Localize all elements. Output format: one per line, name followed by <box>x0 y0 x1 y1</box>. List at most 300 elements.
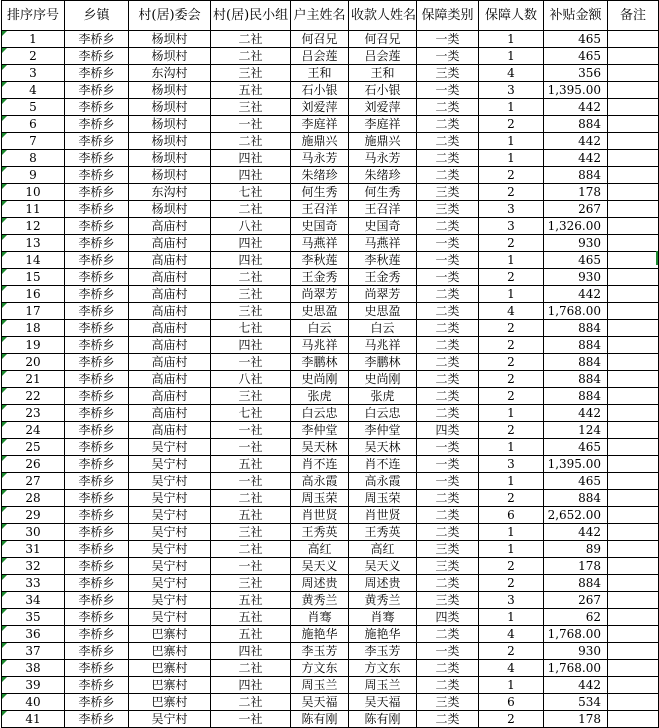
col-category-cell[interactable]: 一类 <box>417 473 479 490</box>
col-persons-cell[interactable]: 1 <box>479 541 544 558</box>
col-payee-cell[interactable]: 高红 <box>349 541 417 558</box>
col-village-cell[interactable]: 东沟村 <box>129 184 211 201</box>
col-town-cell[interactable]: 李桥乡 <box>65 31 129 48</box>
col-category-cell[interactable]: 二类 <box>417 405 479 422</box>
col-amount-cell[interactable]: 884 <box>544 116 608 133</box>
col-seq-cell[interactable]: 28 <box>2 490 65 507</box>
col-householder-cell[interactable]: 黄秀兰 <box>291 592 349 609</box>
col-town-cell[interactable]: 李桥乡 <box>65 490 129 507</box>
col-seq-cell[interactable]: 12 <box>2 218 65 235</box>
col-payee-cell[interactable]: 马燕祥 <box>349 235 417 252</box>
col-seq-cell[interactable]: 24 <box>2 422 65 439</box>
col-persons-cell[interactable]: 1 <box>479 609 544 626</box>
col-payee-cell[interactable]: 李庭祥 <box>349 116 417 133</box>
col-remark-cell[interactable] <box>608 218 659 235</box>
col-village-cell[interactable]: 杨坝村 <box>129 133 211 150</box>
col-householder-cell[interactable]: 何召兄 <box>291 31 349 48</box>
col-group-cell[interactable]: 二社 <box>211 133 291 150</box>
col-persons-cell[interactable]: 2 <box>479 422 544 439</box>
col-seq-cell[interactable]: 21 <box>2 371 65 388</box>
col-town-cell[interactable]: 李桥乡 <box>65 422 129 439</box>
col-householder-cell[interactable]: 施鼎兴 <box>291 133 349 150</box>
col-seq-cell[interactable]: 39 <box>2 677 65 694</box>
col-payee-cell[interactable]: 王召洋 <box>349 201 417 218</box>
col-amount-cell[interactable]: 178 <box>544 711 608 728</box>
col-village-cell[interactable]: 杨坝村 <box>129 82 211 99</box>
col-village-cell[interactable]: 吴宁村 <box>129 439 211 456</box>
col-householder-cell[interactable]: 周述贵 <box>291 575 349 592</box>
col-remark-cell[interactable] <box>608 31 659 48</box>
col-group-cell[interactable]: 二社 <box>211 201 291 218</box>
col-amount-cell[interactable]: 884 <box>544 337 608 354</box>
col-seq-cell[interactable]: 22 <box>2 388 65 405</box>
col-persons-cell[interactable]: 2 <box>479 116 544 133</box>
col-seq-cell[interactable]: 10 <box>2 184 65 201</box>
col-amount-cell[interactable]: 442 <box>544 99 608 116</box>
col-seq-cell[interactable]: 3 <box>2 65 65 82</box>
col-seq-cell[interactable]: 35 <box>2 609 65 626</box>
col-town-cell[interactable]: 李桥乡 <box>65 643 129 660</box>
col-category-cell[interactable]: 二类 <box>417 507 479 524</box>
col-payee-cell[interactable]: 马永芳 <box>349 150 417 167</box>
col-category-cell[interactable]: 二类 <box>417 711 479 728</box>
col-remark-cell[interactable] <box>608 269 659 286</box>
col-amount-cell[interactable]: 89 <box>544 541 608 558</box>
col-remark-cell[interactable] <box>608 507 659 524</box>
col-town-cell[interactable]: 李桥乡 <box>65 558 129 575</box>
col-payee-cell[interactable]: 肖骞 <box>349 609 417 626</box>
col-group-cell[interactable]: 四社 <box>211 643 291 660</box>
col-payee-cell[interactable]: 张虎 <box>349 388 417 405</box>
col-village-cell[interactable]: 高庙村 <box>129 269 211 286</box>
col-village-cell[interactable]: 高庙村 <box>129 286 211 303</box>
col-persons-cell[interactable]: 1 <box>479 133 544 150</box>
col-remark-cell[interactable] <box>608 660 659 677</box>
col-category-cell[interactable]: 二类 <box>417 490 479 507</box>
col-village-cell[interactable]: 吴宁村 <box>129 575 211 592</box>
col-village-cell[interactable]: 东沟村 <box>129 65 211 82</box>
col-category-cell[interactable]: 一类 <box>417 235 479 252</box>
col-seq-cell[interactable]: 27 <box>2 473 65 490</box>
col-seq-cell[interactable]: 19 <box>2 337 65 354</box>
col-town-cell[interactable]: 李桥乡 <box>65 184 129 201</box>
col-persons-cell[interactable]: 2 <box>479 235 544 252</box>
col-town-cell[interactable]: 李桥乡 <box>65 371 129 388</box>
col-householder-cell[interactable]: 何生秀 <box>291 184 349 201</box>
col-seq-cell[interactable]: 25 <box>2 439 65 456</box>
col-village-cell[interactable]: 吴宁村 <box>129 456 211 473</box>
col-payee-cell[interactable]: 施艳华 <box>349 626 417 643</box>
col-persons-cell[interactable]: 2 <box>479 269 544 286</box>
col-category-cell[interactable]: 二类 <box>417 575 479 592</box>
col-seq-cell[interactable]: 29 <box>2 507 65 524</box>
col-town-cell[interactable]: 李桥乡 <box>65 473 129 490</box>
col-group-cell[interactable]: 五社 <box>211 507 291 524</box>
col-householder-cell[interactable]: 张虎 <box>291 388 349 405</box>
col-category-cell[interactable]: 三类 <box>417 694 479 711</box>
col-group-cell[interactable]: 三社 <box>211 388 291 405</box>
col-category-cell[interactable]: 一类 <box>417 82 479 99</box>
col-village-cell[interactable]: 巴寨村 <box>129 694 211 711</box>
col-amount-cell[interactable]: 884 <box>544 490 608 507</box>
col-village-cell[interactable]: 高庙村 <box>129 320 211 337</box>
col-householder-cell[interactable]: 吕会莲 <box>291 48 349 65</box>
col-persons-cell[interactable]: 1 <box>479 48 544 65</box>
col-amount-cell[interactable]: 465 <box>544 31 608 48</box>
col-amount-cell[interactable]: 1,768.00 <box>544 303 608 320</box>
col-persons-cell[interactable]: 1 <box>479 439 544 456</box>
col-group-cell[interactable]: 一社 <box>211 558 291 575</box>
col-amount-cell[interactable]: 884 <box>544 354 608 371</box>
col-village-cell[interactable]: 杨坝村 <box>129 201 211 218</box>
col-group-cell[interactable]: 一社 <box>211 354 291 371</box>
col-payee-cell[interactable]: 肖不连 <box>349 456 417 473</box>
col-amount-cell[interactable]: 267 <box>544 592 608 609</box>
col-remark-cell[interactable] <box>608 286 659 303</box>
col-householder-cell[interactable]: 李玉芳 <box>291 643 349 660</box>
col-town-cell[interactable]: 李桥乡 <box>65 235 129 252</box>
col-town-cell[interactable]: 李桥乡 <box>65 592 129 609</box>
col-remark-cell[interactable] <box>608 184 659 201</box>
col-persons-cell[interactable]: 2 <box>479 643 544 660</box>
col-payee-cell[interactable]: 白云忠 <box>349 405 417 422</box>
col-remark-cell[interactable] <box>608 82 659 99</box>
col-group-cell[interactable]: 五社 <box>211 626 291 643</box>
col-village-cell[interactable]: 巴寨村 <box>129 626 211 643</box>
col-persons-cell[interactable]: 1 <box>479 252 544 269</box>
col-remark-cell[interactable] <box>608 354 659 371</box>
col-amount-cell[interactable]: 1,395.00 <box>544 456 608 473</box>
col-village-cell[interactable]: 高庙村 <box>129 235 211 252</box>
col-amount-cell[interactable]: 884 <box>544 371 608 388</box>
col-town-cell[interactable]: 李桥乡 <box>65 677 129 694</box>
col-householder-cell[interactable]: 王秀英 <box>291 524 349 541</box>
col-town-header[interactable]: 乡镇 <box>65 1 129 31</box>
col-category-cell[interactable]: 一类 <box>417 269 479 286</box>
col-payee-cell[interactable]: 王秀英 <box>349 524 417 541</box>
col-householder-cell[interactable]: 周玉兰 <box>291 677 349 694</box>
col-town-cell[interactable]: 李桥乡 <box>65 439 129 456</box>
col-payee-cell[interactable]: 白云 <box>349 320 417 337</box>
col-payee-cell[interactable]: 史国奇 <box>349 218 417 235</box>
col-amount-cell[interactable]: 465 <box>544 48 608 65</box>
col-payee-cell[interactable]: 吕会莲 <box>349 48 417 65</box>
col-payee-cell[interactable]: 刘爱萍 <box>349 99 417 116</box>
col-town-cell[interactable]: 李桥乡 <box>65 167 129 184</box>
col-amount-cell[interactable]: 178 <box>544 558 608 575</box>
col-group-cell[interactable]: 四社 <box>211 252 291 269</box>
col-town-cell[interactable]: 李桥乡 <box>65 694 129 711</box>
col-village-cell[interactable]: 吴宁村 <box>129 473 211 490</box>
col-householder-cell[interactable]: 马兆祥 <box>291 337 349 354</box>
col-group-cell[interactable]: 二社 <box>211 541 291 558</box>
col-category-cell[interactable]: 三类 <box>417 65 479 82</box>
col-town-cell[interactable]: 李桥乡 <box>65 541 129 558</box>
col-village-cell[interactable]: 杨坝村 <box>129 116 211 133</box>
col-payee-cell[interactable]: 王金秀 <box>349 269 417 286</box>
col-persons-cell[interactable]: 3 <box>479 82 544 99</box>
col-payee-cell[interactable]: 方文东 <box>349 660 417 677</box>
col-payee-cell[interactable]: 朱绪珍 <box>349 167 417 184</box>
col-remark-cell[interactable] <box>608 490 659 507</box>
col-category-cell[interactable]: 二类 <box>417 218 479 235</box>
col-category-cell[interactable]: 二类 <box>417 167 479 184</box>
col-category-cell[interactable]: 二类 <box>417 286 479 303</box>
col-village-cell[interactable]: 吴宁村 <box>129 490 211 507</box>
col-town-cell[interactable]: 李桥乡 <box>65 99 129 116</box>
col-village-cell[interactable]: 吴宁村 <box>129 524 211 541</box>
col-seq-cell[interactable]: 16 <box>2 286 65 303</box>
col-category-cell[interactable]: 二类 <box>417 660 479 677</box>
col-seq-cell[interactable]: 36 <box>2 626 65 643</box>
col-remark-cell[interactable] <box>608 48 659 65</box>
col-amount-cell[interactable]: 465 <box>544 252 608 269</box>
col-remark-cell[interactable] <box>608 711 659 728</box>
col-householder-cell[interactable]: 马永芳 <box>291 150 349 167</box>
col-category-cell[interactable]: 二类 <box>417 354 479 371</box>
col-category-cell[interactable]: 一类 <box>417 456 479 473</box>
col-category-cell[interactable]: 一类 <box>417 48 479 65</box>
col-householder-cell[interactable]: 周玉荣 <box>291 490 349 507</box>
col-seq-cell[interactable]: 14 <box>2 252 65 269</box>
col-amount-cell[interactable]: 465 <box>544 439 608 456</box>
col-town-cell[interactable]: 李桥乡 <box>65 286 129 303</box>
col-category-cell[interactable]: 四类 <box>417 609 479 626</box>
col-category-cell[interactable]: 二类 <box>417 133 479 150</box>
col-seq-cell[interactable]: 40 <box>2 694 65 711</box>
col-village-cell[interactable]: 高庙村 <box>129 354 211 371</box>
col-persons-cell[interactable]: 1 <box>479 524 544 541</box>
col-payee-cell[interactable]: 史尚刚 <box>349 371 417 388</box>
col-payee-cell[interactable]: 何召兄 <box>349 31 417 48</box>
col-persons-cell[interactable]: 6 <box>479 694 544 711</box>
col-seq-cell[interactable]: 37 <box>2 643 65 660</box>
col-persons-cell[interactable]: 1 <box>479 99 544 116</box>
col-payee-cell[interactable]: 马兆祥 <box>349 337 417 354</box>
col-category-cell[interactable]: 一类 <box>417 31 479 48</box>
col-persons-cell[interactable]: 6 <box>479 507 544 524</box>
col-town-cell[interactable]: 李桥乡 <box>65 456 129 473</box>
col-amount-cell[interactable]: 884 <box>544 575 608 592</box>
col-persons-cell[interactable]: 1 <box>479 677 544 694</box>
col-group-cell[interactable]: 七社 <box>211 184 291 201</box>
col-category-cell[interactable]: 一类 <box>417 252 479 269</box>
col-seq-cell[interactable]: 20 <box>2 354 65 371</box>
col-payee-cell[interactable]: 史思盈 <box>349 303 417 320</box>
col-town-cell[interactable]: 李桥乡 <box>65 575 129 592</box>
col-village-cell[interactable]: 高庙村 <box>129 252 211 269</box>
col-persons-cell[interactable]: 4 <box>479 660 544 677</box>
col-remark-cell[interactable] <box>608 167 659 184</box>
col-town-cell[interactable]: 李桥乡 <box>65 524 129 541</box>
col-village-cell[interactable]: 巴寨村 <box>129 677 211 694</box>
col-amount-cell[interactable]: 124 <box>544 422 608 439</box>
col-payee-cell[interactable]: 李仲堂 <box>349 422 417 439</box>
col-householder-header[interactable]: 户主姓名 <box>291 1 349 31</box>
col-remark-cell[interactable] <box>608 456 659 473</box>
col-amount-cell[interactable]: 884 <box>544 167 608 184</box>
col-category-cell[interactable]: 二类 <box>417 303 479 320</box>
col-group-cell[interactable]: 三社 <box>211 524 291 541</box>
col-group-cell[interactable]: 五社 <box>211 82 291 99</box>
col-persons-cell[interactable]: 3 <box>479 456 544 473</box>
col-remark-cell[interactable] <box>608 609 659 626</box>
col-village-cell[interactable]: 高庙村 <box>129 337 211 354</box>
col-payee-header[interactable]: 收款人姓名 <box>349 1 417 31</box>
col-householder-cell[interactable]: 高永霞 <box>291 473 349 490</box>
col-category-cell[interactable]: 一类 <box>417 643 479 660</box>
col-seq-cell[interactable]: 15 <box>2 269 65 286</box>
col-remark-header[interactable]: 备注 <box>608 1 659 31</box>
col-remark-cell[interactable] <box>608 677 659 694</box>
col-persons-cell[interactable]: 1 <box>479 150 544 167</box>
col-amount-cell[interactable]: 465 <box>544 473 608 490</box>
col-group-cell[interactable]: 三社 <box>211 286 291 303</box>
col-amount-cell[interactable]: 1,768.00 <box>544 660 608 677</box>
col-householder-cell[interactable]: 吴天义 <box>291 558 349 575</box>
col-remark-cell[interactable] <box>608 235 659 252</box>
col-seq-cell[interactable]: 23 <box>2 405 65 422</box>
col-town-cell[interactable]: 李桥乡 <box>65 609 129 626</box>
col-town-cell[interactable]: 李桥乡 <box>65 660 129 677</box>
col-persons-cell[interactable]: 2 <box>479 354 544 371</box>
col-persons-cell[interactable]: 2 <box>479 388 544 405</box>
col-category-cell[interactable]: 二类 <box>417 371 479 388</box>
col-village-cell[interactable]: 高庙村 <box>129 388 211 405</box>
col-category-header[interactable]: 保障类别 <box>417 1 479 31</box>
col-remark-cell[interactable] <box>608 575 659 592</box>
col-group-cell[interactable]: 五社 <box>211 592 291 609</box>
col-remark-cell[interactable] <box>608 150 659 167</box>
col-town-cell[interactable]: 李桥乡 <box>65 218 129 235</box>
col-village-cell[interactable]: 吴宁村 <box>129 541 211 558</box>
col-remark-cell[interactable] <box>608 303 659 320</box>
col-householder-cell[interactable]: 方文东 <box>291 660 349 677</box>
col-seq-cell[interactable]: 7 <box>2 133 65 150</box>
col-payee-cell[interactable]: 李玉芳 <box>349 643 417 660</box>
col-remark-cell[interactable] <box>608 405 659 422</box>
col-persons-cell[interactable]: 3 <box>479 201 544 218</box>
col-village-cell[interactable]: 吴宁村 <box>129 592 211 609</box>
col-persons-cell[interactable]: 2 <box>479 320 544 337</box>
col-persons-cell[interactable]: 3 <box>479 592 544 609</box>
col-category-cell[interactable]: 二类 <box>417 320 479 337</box>
col-persons-cell[interactable]: 2 <box>479 490 544 507</box>
col-category-cell[interactable]: 一类 <box>417 439 479 456</box>
col-town-cell[interactable]: 李桥乡 <box>65 303 129 320</box>
col-group-cell[interactable]: 一社 <box>211 473 291 490</box>
col-town-cell[interactable]: 李桥乡 <box>65 65 129 82</box>
col-householder-cell[interactable]: 刘爱萍 <box>291 99 349 116</box>
col-householder-cell[interactable]: 尚翠芳 <box>291 286 349 303</box>
col-amount-cell[interactable]: 1,768.00 <box>544 626 608 643</box>
col-persons-cell[interactable]: 1 <box>479 286 544 303</box>
col-town-cell[interactable]: 李桥乡 <box>65 252 129 269</box>
col-householder-cell[interactable]: 王金秀 <box>291 269 349 286</box>
col-village-cell[interactable]: 高庙村 <box>129 371 211 388</box>
col-seq-cell[interactable]: 9 <box>2 167 65 184</box>
col-payee-cell[interactable]: 李秋莲 <box>349 252 417 269</box>
col-householder-cell[interactable]: 吴天福 <box>291 694 349 711</box>
col-payee-cell[interactable]: 吴天义 <box>349 558 417 575</box>
col-remark-cell[interactable] <box>608 201 659 218</box>
col-category-cell[interactable]: 二类 <box>417 388 479 405</box>
col-amount-cell[interactable]: 356 <box>544 65 608 82</box>
col-householder-cell[interactable]: 石小银 <box>291 82 349 99</box>
col-payee-cell[interactable]: 李鹏林 <box>349 354 417 371</box>
col-village-cell[interactable]: 高庙村 <box>129 218 211 235</box>
col-amount-cell[interactable]: 178 <box>544 184 608 201</box>
col-persons-cell[interactable]: 1 <box>479 405 544 422</box>
col-category-cell[interactable]: 三类 <box>417 592 479 609</box>
col-remark-cell[interactable] <box>608 694 659 711</box>
col-category-cell[interactable]: 二类 <box>417 677 479 694</box>
col-village-header[interactable]: 村(居)委会 <box>129 1 211 31</box>
col-amount-cell[interactable]: 884 <box>544 320 608 337</box>
col-remark-cell[interactable] <box>608 439 659 456</box>
col-remark-cell[interactable] <box>608 524 659 541</box>
col-persons-cell[interactable]: 4 <box>479 303 544 320</box>
col-amount-cell[interactable]: 884 <box>544 388 608 405</box>
col-remark-cell[interactable] <box>608 65 659 82</box>
col-village-cell[interactable]: 高庙村 <box>129 405 211 422</box>
col-remark-cell[interactable] <box>608 320 659 337</box>
col-town-cell[interactable]: 李桥乡 <box>65 48 129 65</box>
col-seq-cell[interactable]: 18 <box>2 320 65 337</box>
col-town-cell[interactable]: 李桥乡 <box>65 711 129 728</box>
col-remark-cell[interactable] <box>608 116 659 133</box>
col-amount-cell[interactable]: 442 <box>544 286 608 303</box>
col-group-cell[interactable]: 二社 <box>211 490 291 507</box>
col-seq-cell[interactable]: 30 <box>2 524 65 541</box>
col-remark-cell[interactable] <box>608 558 659 575</box>
col-town-cell[interactable]: 李桥乡 <box>65 82 129 99</box>
col-payee-cell[interactable]: 王和 <box>349 65 417 82</box>
col-householder-cell[interactable]: 李仲堂 <box>291 422 349 439</box>
col-persons-cell[interactable]: 2 <box>479 575 544 592</box>
col-category-cell[interactable]: 二类 <box>417 99 479 116</box>
col-amount-cell[interactable]: 442 <box>544 677 608 694</box>
col-group-cell[interactable]: 八社 <box>211 371 291 388</box>
col-householder-cell[interactable]: 高红 <box>291 541 349 558</box>
col-amount-cell[interactable]: 2,652.00 <box>544 507 608 524</box>
col-remark-cell[interactable] <box>608 337 659 354</box>
col-remark-cell[interactable] <box>608 252 659 269</box>
col-remark-cell[interactable] <box>608 133 659 150</box>
col-seq-cell[interactable]: 31 <box>2 541 65 558</box>
col-village-cell[interactable]: 杨坝村 <box>129 99 211 116</box>
col-remark-cell[interactable] <box>608 371 659 388</box>
col-group-cell[interactable]: 二社 <box>211 694 291 711</box>
col-payee-cell[interactable]: 周玉荣 <box>349 490 417 507</box>
col-amount-cell[interactable]: 1,326.00 <box>544 218 608 235</box>
col-village-cell[interactable]: 吴宁村 <box>129 609 211 626</box>
col-remark-cell[interactable] <box>608 422 659 439</box>
col-town-cell[interactable]: 李桥乡 <box>65 354 129 371</box>
col-remark-cell[interactable] <box>608 592 659 609</box>
col-remark-cell[interactable] <box>608 541 659 558</box>
col-remark-cell[interactable] <box>608 99 659 116</box>
col-group-cell[interactable]: 二社 <box>211 269 291 286</box>
col-payee-cell[interactable]: 尚翠芳 <box>349 286 417 303</box>
col-category-cell[interactable]: 三类 <box>417 558 479 575</box>
col-group-cell[interactable]: 五社 <box>211 456 291 473</box>
col-seq-cell[interactable]: 8 <box>2 150 65 167</box>
col-amount-cell[interactable]: 1,395.00 <box>544 82 608 99</box>
col-persons-cell[interactable]: 2 <box>479 371 544 388</box>
col-village-cell[interactable]: 吴宁村 <box>129 711 211 728</box>
col-amount-header[interactable]: 补贴金额 <box>544 1 608 31</box>
